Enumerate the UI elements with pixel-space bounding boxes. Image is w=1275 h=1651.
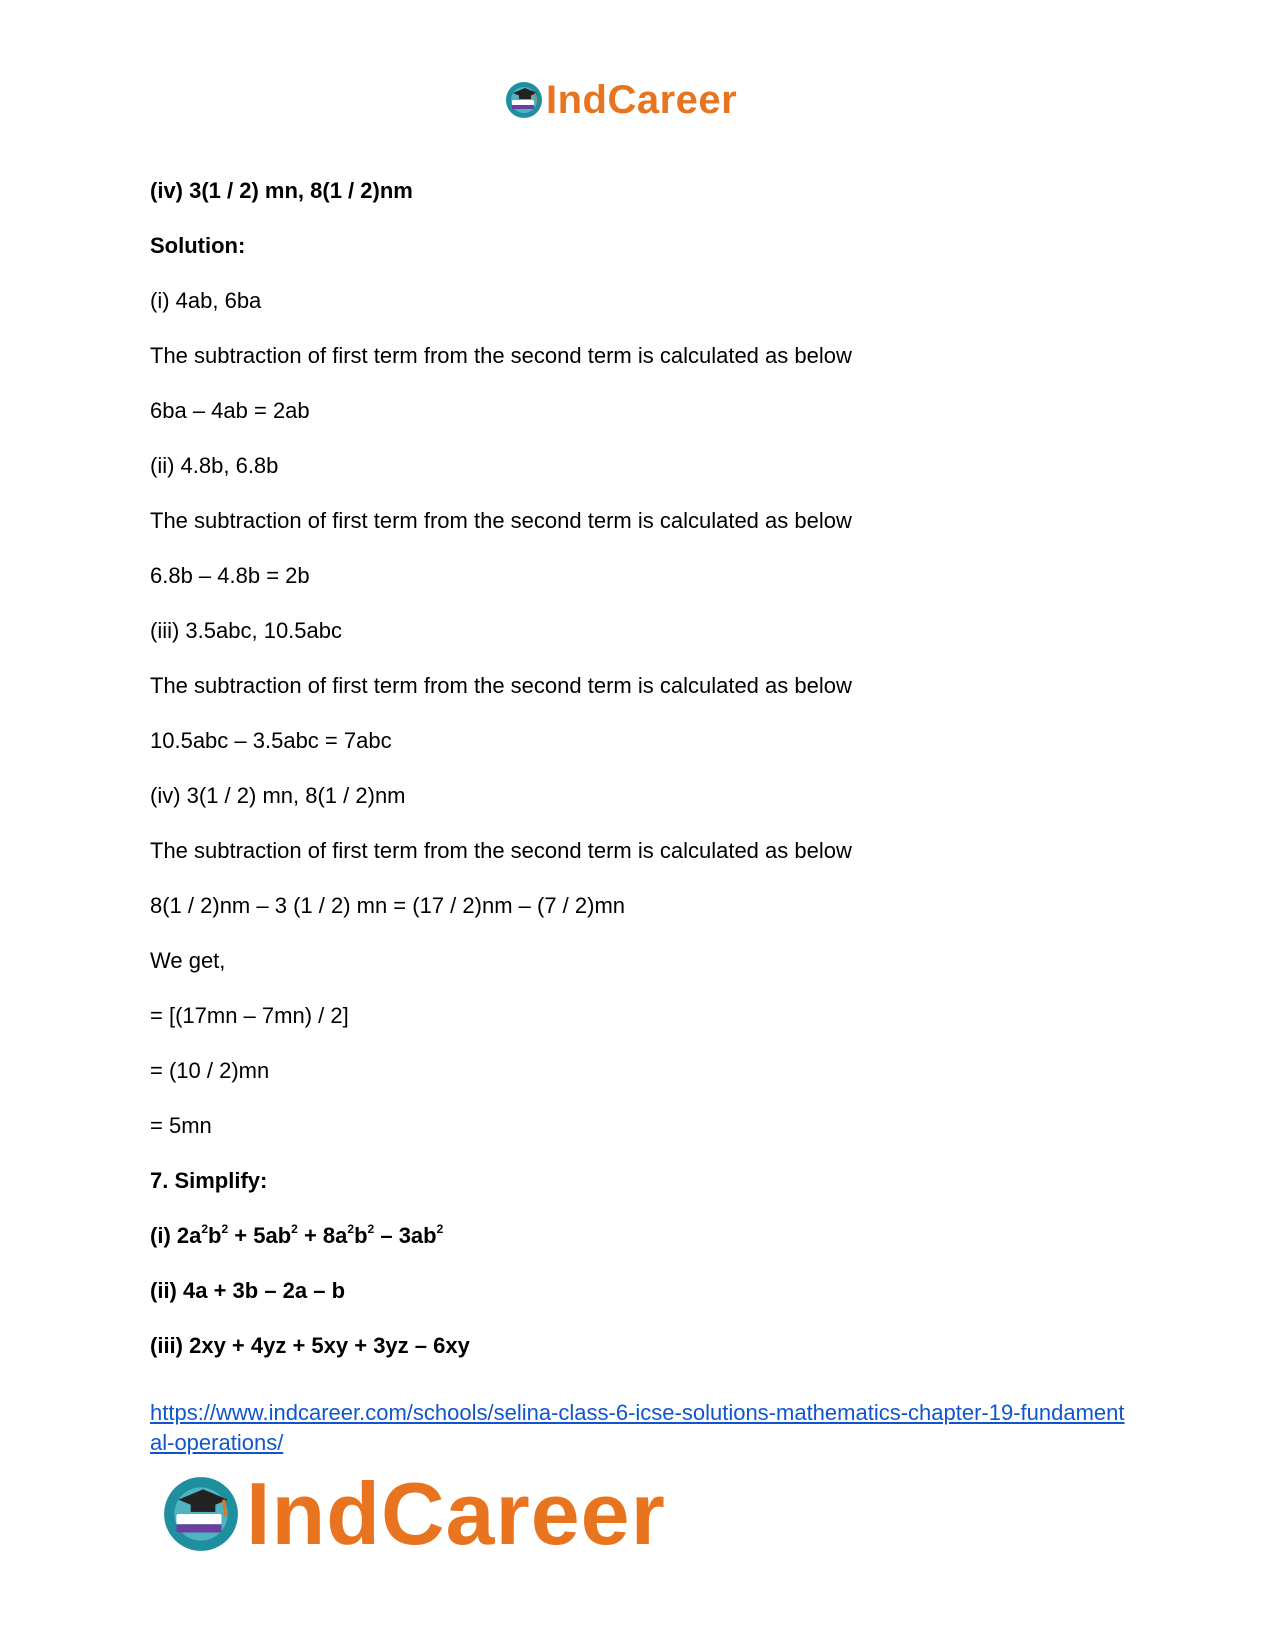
q7-i-sup-1: 2 [201, 1222, 209, 1236]
q7-i-text-4: b [354, 1223, 368, 1248]
graduation-book-icon [160, 1473, 242, 1555]
step-2: = (10 / 2)mn [150, 1058, 270, 1083]
source-link[interactable]: https://www.indcareer.com/schools/selina-class-6-icse-solutions-mathematics-chapter-19-fundamental-operations/ [150, 1400, 1125, 1455]
solution-label: Solution: [150, 233, 246, 258]
q7-i-text-1: b [208, 1223, 222, 1248]
q7-i-prefix: (i) 2a [150, 1223, 202, 1248]
header-logo [504, 80, 737, 120]
part-ii-result: 6.8b – 4.8b = 2b [150, 563, 310, 588]
q7-i-sup-5: 2 [367, 1222, 375, 1236]
footer-logo [160, 1464, 666, 1563]
part-i-result: 6ba – 4ab = 2ab [150, 398, 310, 423]
brand-name: IndCareer [546, 78, 738, 122]
q7-i-text-2: + 5ab [228, 1223, 292, 1248]
part-ii-terms: (ii) 4.8b, 6.8b [150, 453, 279, 478]
part-iii-terms: (iii) 3.5abc, 10.5abc [150, 618, 342, 643]
q7-i-text-5: – 3ab [374, 1223, 437, 1248]
part-iii-text: The subtraction of first term from the second term is calculated as below [150, 673, 852, 698]
question-7-title: 7. Simplify: [150, 1168, 268, 1193]
question-iv: (iv) 3(1 / 2) mn, 8(1 / 2)nm [150, 178, 413, 203]
q7-i-sup-6: 2 [436, 1222, 444, 1236]
part-iv-result: 8(1 / 2)nm – 3 (1 / 2) mn = (17 / 2)nm – (7 / 2)mn [150, 893, 626, 918]
step-1: = [(17mn – 7mn) / 2] [150, 1003, 349, 1028]
q7-i-sup-3: 2 [291, 1222, 298, 1236]
part-iv-text: The subtraction of first term from the second term is calculated as below [150, 838, 852, 863]
q7-i-sup-2: 2 [221, 1222, 229, 1236]
q7-i-text-3: + 8a [297, 1223, 348, 1248]
part-iv-terms: (iv) 3(1 / 2) mn, 8(1 / 2)nm [150, 783, 406, 808]
document-body [150, 178, 1140, 1388]
footer-brand-name: IndCareer [246, 1464, 666, 1563]
step-3: = 5mn [150, 1113, 212, 1138]
part-i-terms: (i) 4ab, 6ba [150, 288, 262, 313]
part-ii-text: The subtraction of first term from the second term is calculated as below [150, 508, 852, 533]
q7-i-sup-4: 2 [347, 1222, 355, 1236]
graduation-book-icon [504, 80, 544, 120]
question-7-part-i [150, 1223, 1140, 1249]
question-7-part-ii: (ii) 4a + 3b – 2a – b [150, 1278, 346, 1303]
we-get-text: We get, [150, 948, 226, 973]
question-7-part-iii: (iii) 2xy + 4yz + 5xy + 3yz – 6xy [150, 1333, 470, 1358]
part-i-text: The subtraction of first term from the second term is calculated as below [150, 343, 852, 368]
part-iii-result: 10.5abc – 3.5abc = 7abc [150, 728, 392, 753]
